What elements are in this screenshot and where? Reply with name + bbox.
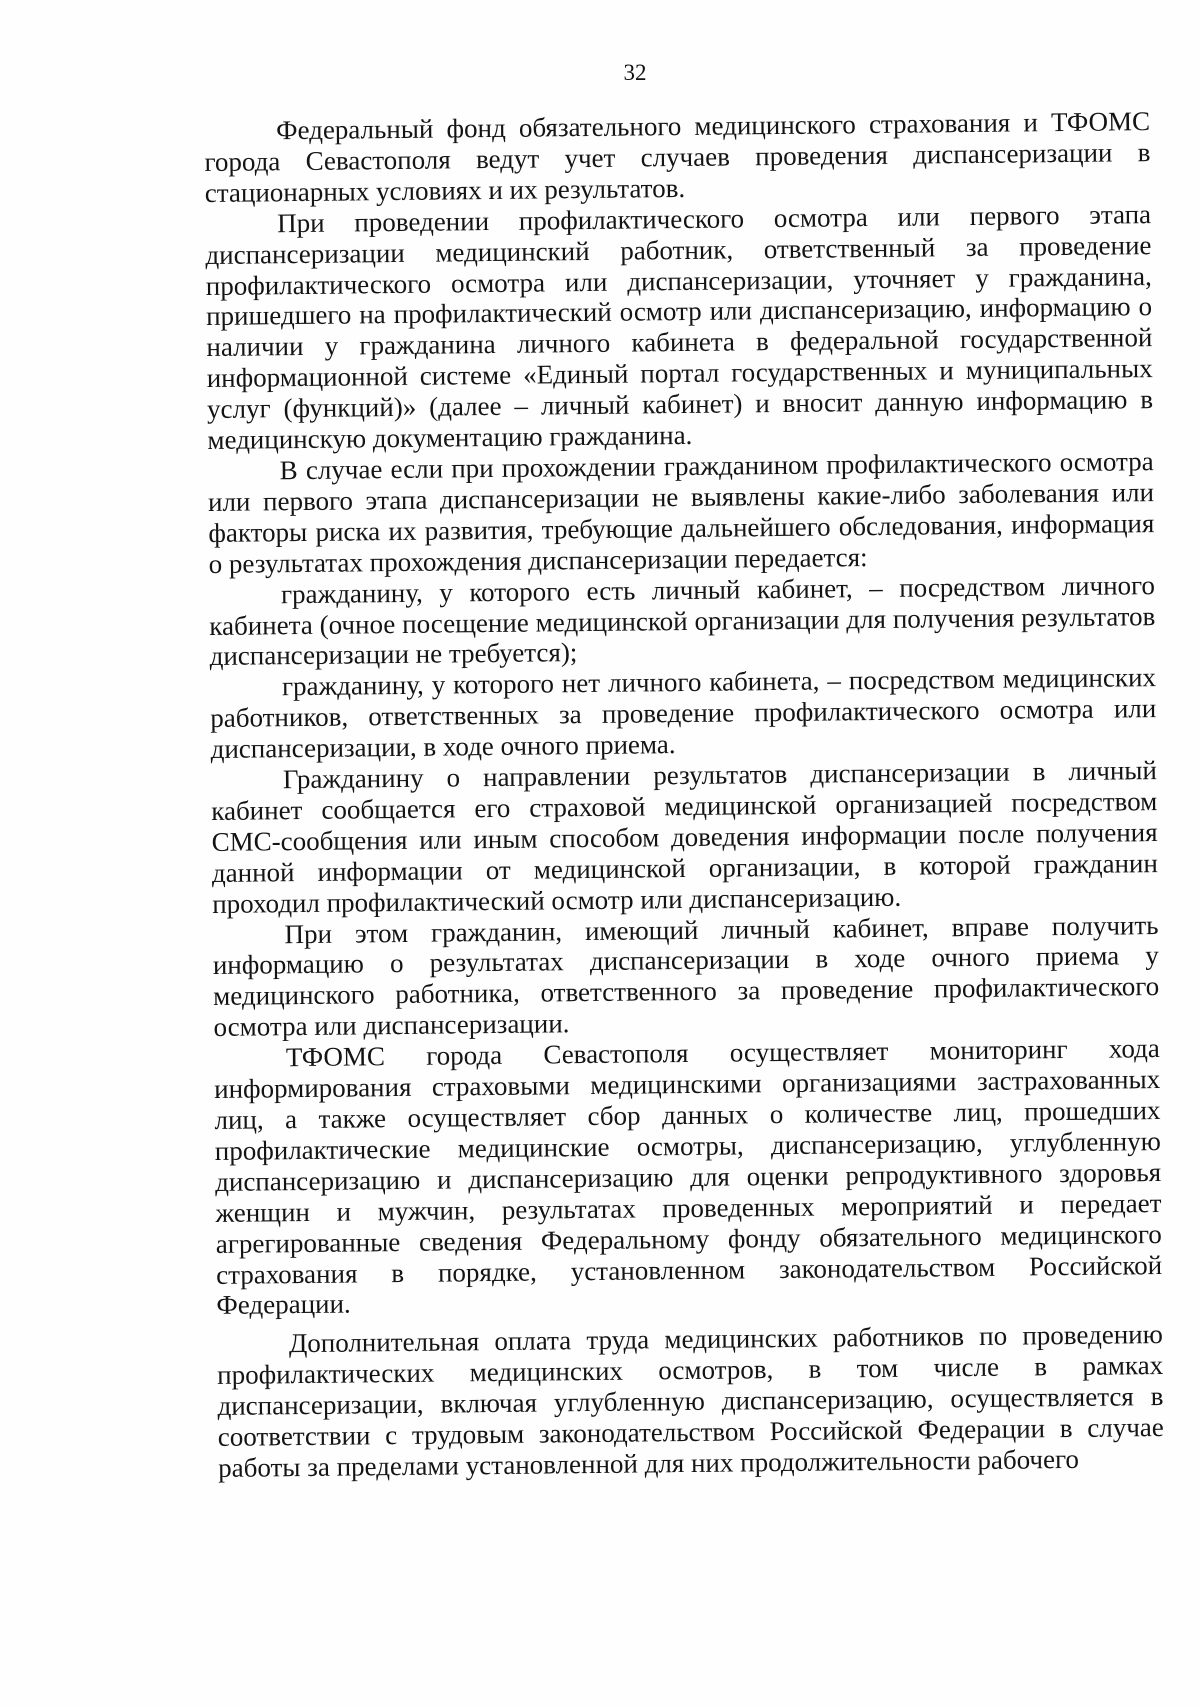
paragraph: ТФОМС города Севастополя осуществляет мониторинг хода информирования страховыми медицинскими организациями застрахованных лиц, а также осуществляет сбор данных о количестве лиц, прошедших профилактические медицинские осмотры, диспансеризацию, углубленную диспансеризацию и диспансеризацию для оценки репродуктивного здоровья женщин и мужчин, результатах проведенных мероприятий и передает агрегированные сведения Федеральному фонду обязательного медицинского страхования в порядке, установленном законодательством Российской Федерации. bbox=[214, 1033, 1163, 1321]
paragraph: Дополнительная оплата труда медицинских работников по проведению профилактических медицинских осмотров, в том числе в рамках диспансеризации, включая углубленную диспансеризацию, осуществляется в соответствии с трудовым законодательством Российской Федерации в случае работы за пределами установленной для них продолжительности рабочего bbox=[217, 1319, 1164, 1483]
page-number: 32 bbox=[623, 60, 647, 85]
paragraph: гражданину, у которого есть личный кабинет, – посредством личного кабинета (очное посещение медицинской организации для получения результатов диспансеризации не требуется); bbox=[209, 569, 1156, 672]
paragraph: Федеральный фонд обязательного медицинского страхования и ТФОМС города Севастополя ведут учет случаев проведения диспансеризации в стационарных условиях и их результатов. bbox=[204, 106, 1151, 208]
paragraph: гражданину, у которого нет личного кабинета, – посредством медицинских работников, ответственных за проведение профилактического осмотра или диспансеризации, в ходе очного приема. bbox=[210, 662, 1157, 765]
document-body bbox=[204, 106, 1164, 1484]
paragraph: При проведении профилактического осмотра или первого этапа диспансеризации медицинский работник, ответственный за проведение профилактического осмотра или диспансеризации, уточняет у гражданина, пришедшего на профилактический осмотр или диспансеризацию, информацию о наличии у гражданина личного кабинета в федеральной государственной информационной системе «Единый портал государственных и муниципальных услуг (функций)» (далее – личный кабинет) и вносит данную информацию в медицинскую документацию гражданина. bbox=[205, 198, 1154, 456]
paragraph: При этом гражданин, имеющий личный кабинет, вправе получить информацию о результатах диспансеризации в ходе очного приема у медицинского работника, ответственного за проведение профилактического осмотра или диспансеризации. bbox=[212, 909, 1160, 1043]
paragraph: В случае если при прохождении гражданином профилактического осмотра или первого этапа диспансеризации не выявлены какие-либо заболевания или факторы риска их развития, требующие дальнейшего обследования, информация о результатах прохождения диспансеризации передается: bbox=[207, 446, 1155, 579]
paragraph: Гражданину о направлении результатов диспансеризации в личный кабинет сообщается его страховой медицинской организацией посредством СМС-сообщения или иным способом доведения информации после получения данной информации от медицинской организации, в которой гражданин проходил профилактический осмотр или диспансеризацию. bbox=[211, 755, 1159, 919]
